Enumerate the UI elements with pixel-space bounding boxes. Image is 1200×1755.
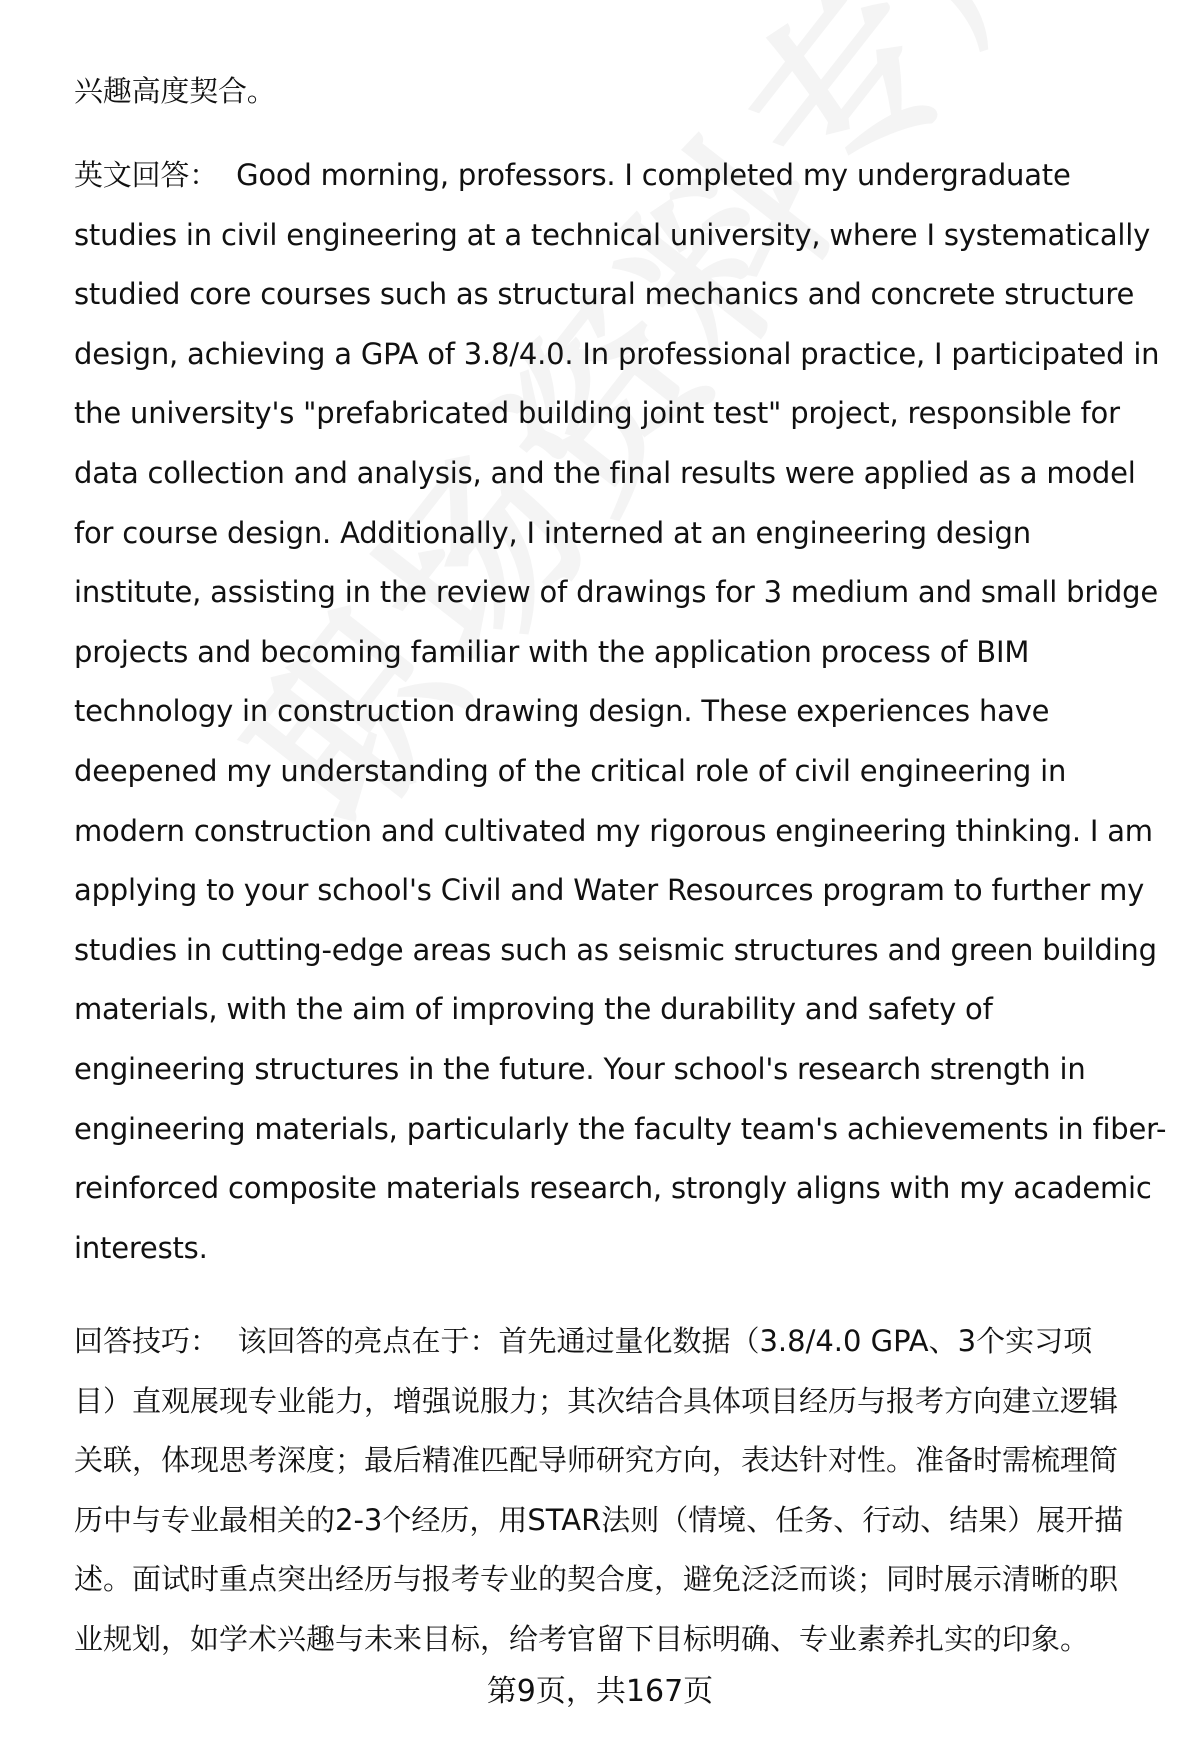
text-line: engineering materials, particularly the faculty team's achievements in fiber- (74, 1111, 1167, 1146)
text-line: 历中与专业最相关的2-3个经历，用STAR法则（情境、任务、行动、结果）展开描 (74, 1502, 1124, 1537)
english-answer-paragraph (74, 146, 1167, 1278)
text-line: 兴趣高度契合。 (74, 74, 276, 108)
answer-tips-paragraph (74, 1312, 1154, 1670)
text-line (74, 1312, 1154, 1372)
intro-paragraph-tail (74, 62, 1154, 122)
text-line: 业规划，如学术兴趣与未来目标，给考官留下目标明确、专业素养扎实的印象。 (74, 1621, 1090, 1656)
text-line: 述。面试时重点突出经历与报考专业的契合度，避免泛泛而谈；同时展示清晰的职 (74, 1562, 1119, 1597)
english-answer-label: 英文回答： (74, 158, 219, 192)
text-line: studies in cutting-edge areas such as seismic structures and green building (74, 932, 1157, 967)
text-line: materials, with the aim of improving the durability and safety of (74, 992, 993, 1027)
text-line: reinforced composite materials research, strongly aligns with my academic (74, 1171, 1152, 1206)
answer-tips-label: 回答技巧： (74, 1324, 220, 1358)
text-line: projects and becoming familiar with the application process of BIM (74, 634, 1030, 669)
text-line: engineering structures in the future. Your school's research strength in (74, 1051, 1086, 1086)
text-line: 关联，体现思考深度；最后精准匹配导师研究方向，表达针对性。准备时需梳理简 (74, 1443, 1119, 1478)
text-line: for course design. Additionally, I interned at an engineering design (74, 515, 1031, 550)
text-line: design, achieving a GPA of 3.8/4.0. In professional practice, I participated in (74, 336, 1160, 371)
text-line (74, 146, 1154, 206)
answer-text: Good morning, professors. I completed my undergraduate (236, 158, 1071, 192)
text-line: institute, assisting in the review of drawings for 3 medium and small bridge (74, 575, 1158, 610)
text-line: modern construction and cultivated my rigorous engineering thinking. I am (74, 813, 1153, 848)
text-line: technology in construction drawing design. These experiences have (74, 694, 1050, 729)
text-line: applying to your school's Civil and Water Resources program to further my (74, 873, 1145, 908)
text-line: data collection and analysis, and the final results were applied as a model (74, 455, 1136, 490)
page-indicator: 第9页，共167页 (486, 1674, 714, 1709)
text-line: studies in civil engineering at a technical university, where I systematically (74, 217, 1151, 252)
text-line: deepened my understanding of the critical role of civil engineering in (74, 753, 1067, 788)
text-line: studied core courses such as structural mechanics and concrete structure (74, 277, 1135, 312)
text-line: the university's "prefabricated building joint test" project, responsible for (74, 396, 1120, 431)
text-line: 目）直观展现专业能力，增强说服力；其次结合具体项目经历与报考方向建立逻辑 (74, 1383, 1119, 1418)
text-line: interests. (74, 1230, 208, 1265)
tips-text: 该回答的亮点在于：首先通过量化数据（3.8/4.0 GPA、3个实习项 (237, 1324, 1093, 1358)
